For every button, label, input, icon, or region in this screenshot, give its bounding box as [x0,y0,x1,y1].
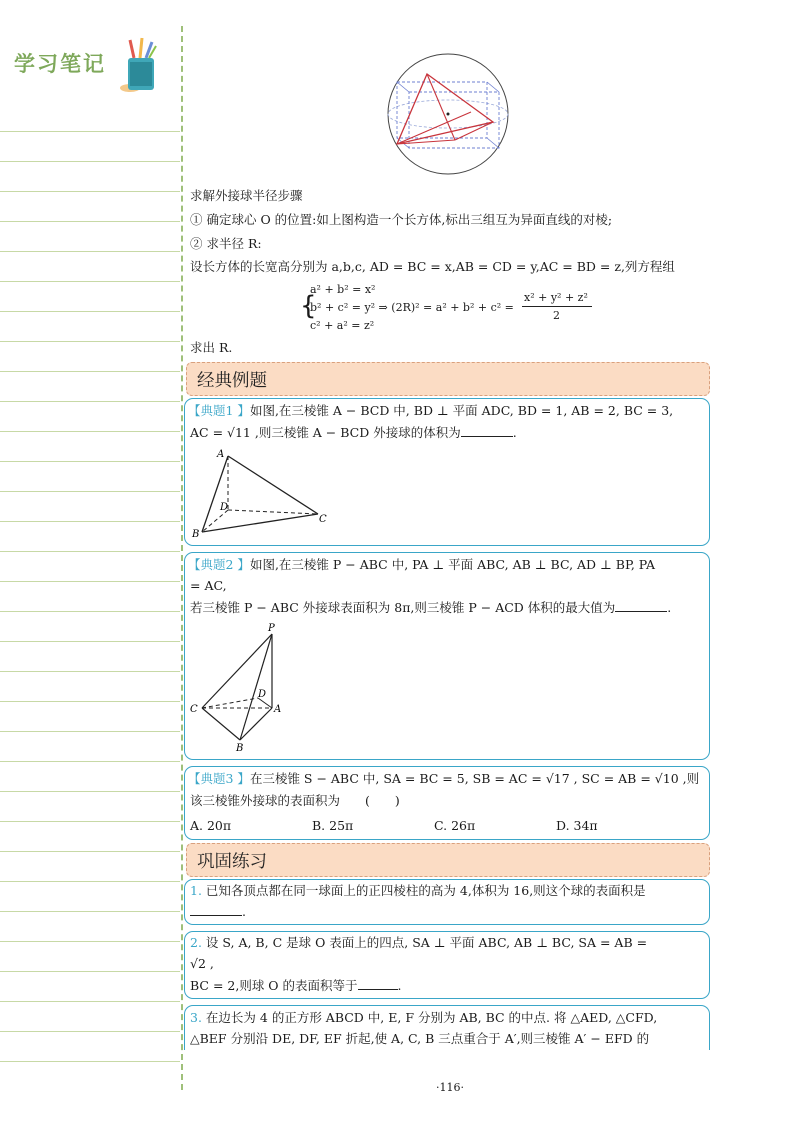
svg-text:A: A [217,449,225,460]
section-practice-title: 巩固练习 [197,852,267,872]
practice-1-end: . [242,904,246,919]
practice-2-line2: √2 , [190,956,214,971]
practice-1-line1: 已知各顶点都在同一球面上的正四棱柱的高为 4,体积为 16,则这个球的表面积是 [205,883,646,898]
fraction-denominator: 2 [553,309,560,322]
svg-text:C: C [319,514,327,525]
option-a[interactable]: A. 20π [190,818,232,833]
example-2-end: . [667,600,672,615]
intro-heading: 求解外接球半径步骤 [190,188,303,203]
svg-text:B: B [236,743,244,754]
option-c[interactable]: C. 26π [434,818,476,833]
margin-divider [181,26,183,1090]
answer-blank [615,599,667,612]
answer-blank [461,424,513,437]
example-1-line2: AC = √11 ,则三棱锥 A − BCD 外接球的体积为 [190,425,461,440]
section-practice [186,843,710,877]
example-1-end: . [512,425,517,440]
answer-blank [190,903,242,916]
option-d[interactable]: D. 34π [556,818,598,833]
example-2-tag: 【典题2 】 [188,557,250,572]
page-number: ·116· [436,1081,464,1094]
fraction-bar [522,306,592,307]
practice-3-line2: △BEF 分别沿 DE, DF, EF 折起,使 A, C, B 三点重合于 A′,则三棱锥 A′ − EFD 的 [190,1031,650,1046]
intro-conclude: 求出 R. [190,340,233,355]
practice-2-line1: 设 S, A, B, C 是球 O 表面上的四点, SA ⊥ 平面 ABC, AB ⊥ BC, SA = AB = [205,935,648,950]
svg-text:D: D [258,689,267,700]
fraction-numerator: x² + y² + z² [524,291,588,304]
svg-text:C: C [190,704,198,715]
equation-1: a² + b² = x² [310,283,376,296]
intro-setup: 设长方体的长宽高分别为 a,b,c, AD = BC = x,AB = CD = y,AC = BD = z,列方程组 [190,259,675,274]
tetrahedron-figure-2 [188,620,288,754]
practice-2-line3: BC = 2,则球 O 的表面积等于 [190,978,358,993]
answer-blank [358,977,398,990]
section-examples [186,362,710,396]
example-3-tag: 【典题3 】 [188,771,250,786]
example-1-tag: 【典题1 】 [188,403,250,418]
intro-step2: ② 求半径 R: [190,236,262,251]
example-1-line1: 如图,在三棱锥 A − BCD 中, BD ⊥ 平面 ADC, BD = 1, AB = 2, BC = 3, [249,403,674,418]
example-2-line1: 如图,在三棱锥 P − ABC 中, PA ⊥ 平面 ABC, AB ⊥ BC, AD ⊥ BP, PA [249,557,656,572]
notes-title: 学习笔记 [14,52,106,76]
equation-3: c² + a² = z² [310,319,375,332]
sphere-box-figure [383,52,513,177]
practice-1-num: 1. [190,883,202,898]
equation-2: b² + c² = y² ⇒ (2R)² = a² + b² + c² = [310,301,514,314]
svg-text:P: P [268,623,275,634]
tetrahedron-figure-1 [190,444,340,540]
example-2-line2: = AC, [190,578,227,593]
intro-step1: ① 确定球心 O 的位置:如上图构造一个长方体,标出三组互为异面直线的对棱; [190,212,613,227]
practice-3-line1: 在边长为 4 的正方形 ABCD 中, E, F 分别为 AB, BC 的中点. 将 △AED, △CFD, [205,1010,658,1025]
example-2-line3: 若三棱锥 P − ABC 外接球表面积为 8π,则三棱锥 P − ACD 体积的最大值为 [190,600,616,615]
option-b[interactable]: B. 25π [312,818,354,833]
practice-2-end: . [397,978,402,993]
example-3-line1: 在三棱锥 S − ABC 中, SA = BC = 5, SB = AC = √17 , SC = AB = √10 ,则 [249,771,700,786]
section-examples-title: 经典例题 [197,371,267,391]
svg-text:A: A [274,704,282,715]
example-3-line2: 该三棱锥外接球的表面积为 ( ) [190,793,400,808]
svg-text:D: D [220,502,229,513]
practice-2-num: 2. [190,935,202,950]
pen-holder-icon [118,36,166,96]
practice-3-num: 3. [190,1010,202,1025]
svg-text:B: B [192,529,200,540]
brace-glyph: { [300,291,317,321]
